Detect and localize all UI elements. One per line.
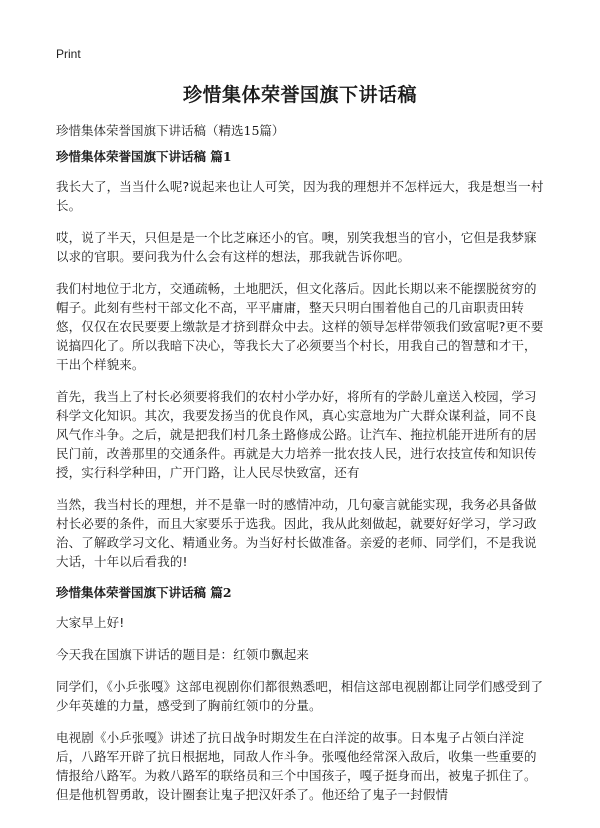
paragraph: 同学们，《小乒张嘎》这部电视剧你们都很熟悉吧，相信这部电视剧都让同学们感受到了少年英雄的力量，感受到了胸前红领巾的分量。 — [56, 679, 544, 713]
paragraph: 大家早上好! — [56, 615, 125, 630]
paragraph: 当然，我当村长的理想，并不是靠一时的感情冲动，几句豪言就能实现，我务必具备做村长必要的条件，而且大家要乐于选我。因此，我从此刻做起，就要好好学习，学习政治、了解政学习文化、精通业务。为当好村长做准备。亲爱的老师、同学们，不是我说大话，十年以后看我的! — [56, 497, 537, 569]
paragraph: 电视剧《小乒张嘎》讲述了抗日战争时期发生在白洋淀的故事。日本鬼子占领白洋淀后，八路军开辟了抗日根据地，同敌人作斗争。张嘎他经常深入敌后，收集一些重要的情报给八路军。为救八路军的联络员和三个中国孩子，嘎子挺身而出，被鬼子抓住了。但是他机智勇敢，设计圈套让鬼子把汉奸杀了。他还给了鬼子一封假情 — [56, 730, 537, 802]
print-label[interactable]: Print — [56, 47, 81, 61]
section-1 — [56, 148, 546, 571]
paragraph: 我们村地位于北方，交通疏畅，土地肥沃，但文化落后。因此长期以来不能摆脱贫穷的帽子。此刻有些村干部文化不高，平平庸庸，整天只明白围着他自己的几亩职责田转悠，仅仅在农民要要上缴款是才挤到群众中去。这样的领导怎样带领我们致富呢?更不要说搞四化了。所以我暗下决心，等我长大了必须要当个村长，用我自己的智慧和才干，干出个样貌来。 — [56, 281, 544, 372]
document-body — [56, 148, 546, 817]
paragraph: 我长大了，当当什么呢?说起来也让人可笑，因为我的理想并不怎样远大，我是想当一村长。 — [56, 179, 544, 213]
paragraph: 今天我在国旗下讲话的题目是：红领巾飘起来 — [56, 647, 310, 662]
section-heading: 珍惜集体荣誉国旗下讲话稿 篇2 — [56, 585, 232, 600]
section-2 — [56, 584, 546, 804]
paragraph: 哎，说了半天，只但是是一个比芝麻还小的官。噢，别笑我想当的官小，它但是我梦寐以求的官职。要问我为什么会有这样的想法，那我就告诉你吧。 — [56, 230, 537, 264]
section-heading: 珍惜集体荣誉国旗下讲话稿 篇1 — [56, 149, 232, 164]
paragraph: 首先，我当上了村长必须要将我们的农村小学办好，将所有的学龄儿童送入校园，学习科学文化知识。其次，我要发扬当的优良作风，真心实意地为广大群众谋利益，同不良风气作斗争。之后，就是把我们村几条土路修成公路。让汽车、拖拉机能开进所有的居民门前，改善那里的交通条件。再就是大力培养一批农技人民，进行农技宣传和知识传授，实行科学种田，广开门路，让人民尽快致富，还有 — [56, 389, 537, 480]
document-subtitle: 珍惜集体荣誉国旗下讲话稿（精选15篇） — [56, 123, 285, 138]
document-title: 珍惜集体荣誉国旗下讲话稿 — [182, 84, 417, 106]
